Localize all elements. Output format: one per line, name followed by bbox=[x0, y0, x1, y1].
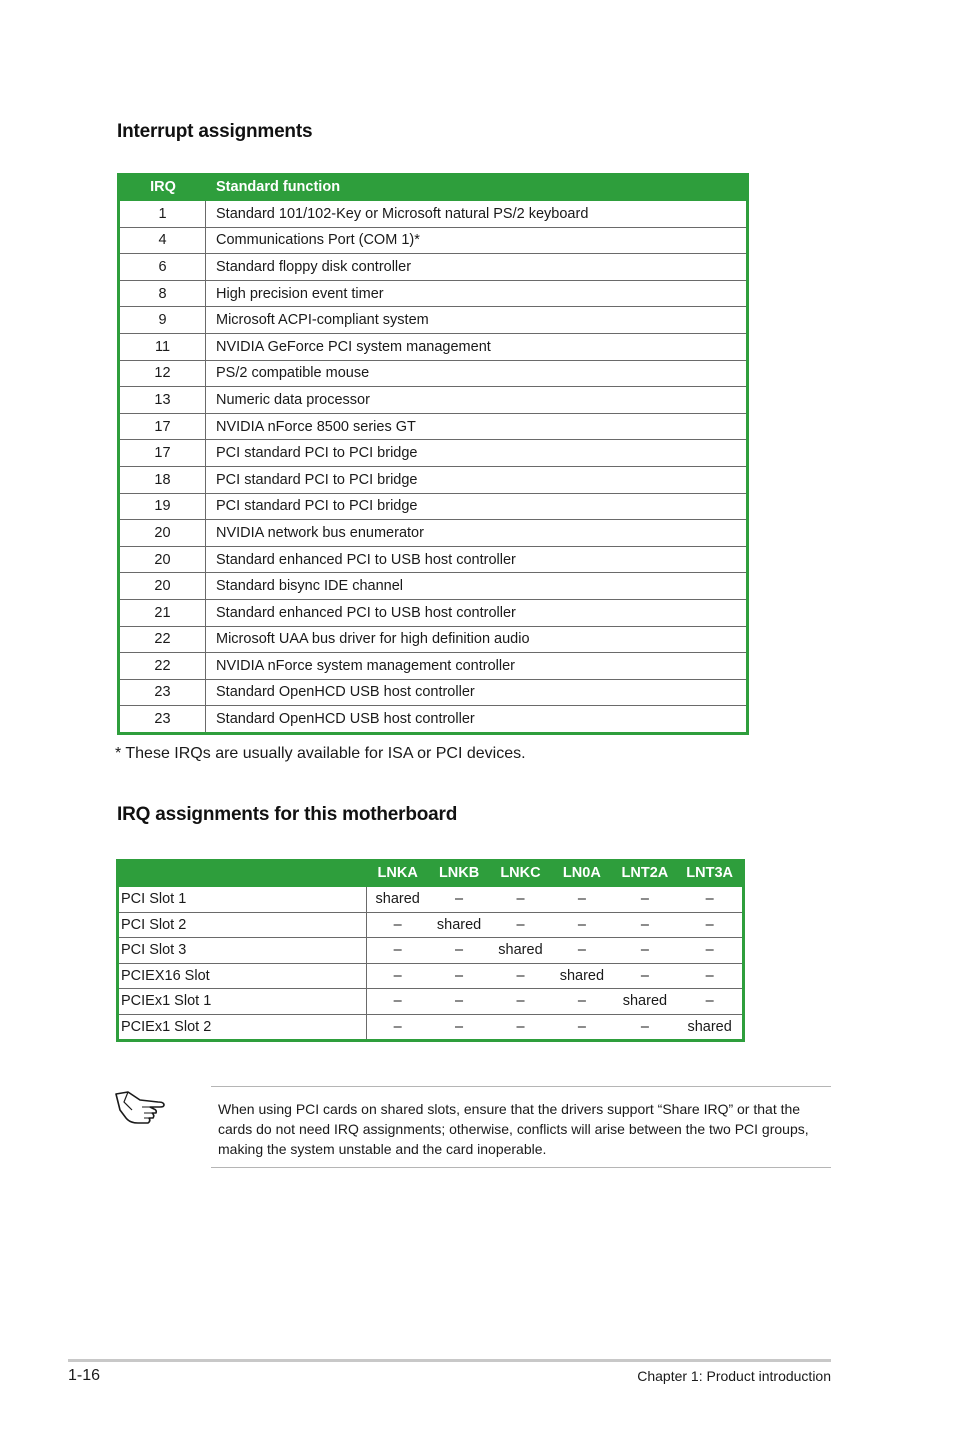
irq-number-cell: 20 bbox=[120, 547, 206, 574]
column-header-lnkb: LNKB bbox=[428, 859, 489, 887]
section-title-irq-motherboard: IRQ assignments for this motherboard bbox=[117, 804, 458, 825]
slot-name-cell: PCIEx1 Slot 1 bbox=[119, 989, 367, 1015]
column-header-lnkc: LNKC bbox=[490, 859, 551, 887]
assignment-cell: – bbox=[613, 913, 678, 939]
assignment-cell: – bbox=[613, 938, 678, 964]
assignment-cell: – bbox=[677, 938, 742, 964]
assignment-cell: – bbox=[613, 887, 678, 913]
table-row bbox=[120, 387, 746, 414]
table-row bbox=[120, 467, 746, 494]
table-row bbox=[119, 887, 742, 913]
standard-function-cell: Standard enhanced PCI to USB host controller bbox=[206, 600, 746, 627]
irq-number-cell: 23 bbox=[120, 680, 206, 707]
irq-number-cell: 23 bbox=[120, 706, 206, 732]
irq-motherboard-table bbox=[116, 859, 745, 1042]
assignment-cell: – bbox=[490, 913, 551, 939]
footer-divider bbox=[68, 1359, 831, 1362]
table-row bbox=[120, 307, 746, 334]
table-row bbox=[119, 964, 742, 990]
table-row bbox=[120, 573, 746, 600]
irq-number-cell: 11 bbox=[120, 334, 206, 361]
slot-name-cell: PCIEx1 Slot 2 bbox=[119, 1015, 367, 1040]
standard-function-cell: Standard bisync IDE channel bbox=[206, 573, 746, 600]
assignment-cell: – bbox=[677, 964, 742, 990]
irq-number-cell: 4 bbox=[120, 228, 206, 255]
assignment-cell: – bbox=[367, 913, 428, 939]
table-row bbox=[120, 201, 746, 228]
irq-number-cell: 22 bbox=[120, 627, 206, 654]
table-row bbox=[119, 913, 742, 939]
column-header-standard-function: Standard function bbox=[206, 173, 746, 201]
table-row bbox=[119, 1015, 742, 1040]
assignment-cell: – bbox=[551, 887, 612, 913]
standard-function-cell: Standard 101/102-Key or Microsoft natural PS/2 keyboard bbox=[206, 201, 746, 228]
irq-number-cell: 21 bbox=[120, 600, 206, 627]
standard-function-cell: PCI standard PCI to PCI bridge bbox=[206, 494, 746, 521]
table-row bbox=[120, 627, 746, 654]
table-row bbox=[120, 334, 746, 361]
column-header-lnt2a: LNT2A bbox=[613, 859, 678, 887]
table-row bbox=[119, 989, 742, 1015]
standard-function-cell: NVIDIA nForce system management controller bbox=[206, 653, 746, 680]
column-header-slot bbox=[119, 859, 367, 887]
assignment-cell: – bbox=[551, 913, 612, 939]
assignment-cell: – bbox=[516, 1018, 525, 1035]
irq-number-cell: 9 bbox=[120, 307, 206, 334]
assignment-cell: – bbox=[640, 1018, 649, 1035]
table-row bbox=[120, 414, 746, 441]
slot-name-cell: PCIEX16 Slot bbox=[119, 964, 367, 990]
assignment-cell: – bbox=[428, 989, 489, 1015]
assignment-cell: – bbox=[551, 938, 612, 964]
table-row bbox=[120, 494, 746, 521]
table-row bbox=[120, 600, 746, 627]
assignment-cell: – bbox=[367, 989, 428, 1015]
slot-name-cell: PCI Slot 2 bbox=[119, 913, 367, 939]
assignment-cell: – bbox=[613, 964, 678, 990]
column-header-lnka: LNKA bbox=[367, 859, 428, 887]
irq-number-cell: 20 bbox=[120, 573, 206, 600]
irq-footnote: * These IRQs are usually available for ISA or PCI devices. bbox=[115, 745, 526, 762]
table-row bbox=[119, 938, 742, 964]
section-title-interrupt-assignments: Interrupt assignments bbox=[117, 121, 313, 142]
standard-function-cell: NVIDIA nForce 8500 series GT bbox=[206, 414, 746, 441]
assignment-cell: shared bbox=[428, 913, 489, 939]
slot-name-cell: PCI Slot 1 bbox=[119, 887, 367, 913]
assignment-cell: shared bbox=[687, 1018, 732, 1035]
standard-function-cell: Standard OpenHCD USB host controller bbox=[216, 711, 475, 728]
table-row bbox=[120, 520, 746, 547]
assignment-cell: – bbox=[577, 1018, 586, 1035]
assignment-cell: shared bbox=[490, 938, 551, 964]
irq-number-cell: 12 bbox=[120, 361, 206, 388]
table-row bbox=[120, 440, 746, 467]
table-row bbox=[120, 706, 746, 732]
assignment-cell: – bbox=[677, 887, 742, 913]
assignment-cell: – bbox=[428, 938, 489, 964]
column-header-ln0a: LN0A bbox=[551, 859, 612, 887]
standard-function-cell: High precision event timer bbox=[206, 281, 746, 308]
standard-function-cell: Standard enhanced PCI to USB host controller bbox=[206, 547, 746, 574]
assignment-cell: – bbox=[551, 989, 612, 1015]
irq-number-cell: 17 bbox=[120, 440, 206, 467]
column-header-lnt3a: LNT3A bbox=[677, 859, 742, 887]
irq-number-cell: 17 bbox=[120, 414, 206, 441]
table-row bbox=[120, 281, 746, 308]
standard-function-cell: Microsoft UAA bus driver for high definition audio bbox=[206, 627, 746, 654]
standard-function-cell: NVIDIA GeForce PCI system management bbox=[206, 334, 746, 361]
standard-function-cell: NVIDIA network bus enumerator bbox=[206, 520, 746, 547]
assignment-cell: – bbox=[677, 913, 742, 939]
table-header-row bbox=[119, 859, 742, 887]
irq-number-cell: 8 bbox=[120, 281, 206, 308]
assignment-cell: – bbox=[490, 964, 551, 990]
table-row bbox=[120, 254, 746, 281]
standard-function-cell: PCI standard PCI to PCI bridge bbox=[206, 467, 746, 494]
standard-function-cell: Standard floppy disk controller bbox=[206, 254, 746, 281]
interrupt-assignments-table bbox=[117, 173, 749, 735]
irq-number-cell: 20 bbox=[120, 520, 206, 547]
column-header-irq: IRQ bbox=[120, 173, 206, 201]
irq-number-cell: 1 bbox=[120, 201, 206, 228]
table-row bbox=[120, 547, 746, 574]
assignment-cell: – bbox=[677, 989, 742, 1015]
assignment-cell: – bbox=[367, 964, 428, 990]
table-header-row bbox=[120, 173, 746, 201]
note-box bbox=[211, 1086, 831, 1168]
standard-function-cell: Numeric data processor bbox=[206, 387, 746, 414]
standard-function-cell: Communications Port (COM 1)* bbox=[206, 228, 746, 255]
assignment-cell: shared bbox=[613, 989, 678, 1015]
assignment-cell: shared bbox=[367, 887, 428, 913]
table-row bbox=[120, 361, 746, 388]
standard-function-cell: Standard OpenHCD USB host controller bbox=[206, 680, 746, 707]
irq-number-cell: 6 bbox=[120, 254, 206, 281]
irq-number-cell: 18 bbox=[120, 467, 206, 494]
assignment-cell: – bbox=[428, 887, 489, 913]
standard-function-cell: PS/2 compatible mouse bbox=[206, 361, 746, 388]
table-row bbox=[120, 680, 746, 707]
slot-name-cell: PCI Slot 3 bbox=[119, 938, 367, 964]
page-number: 1-16 bbox=[68, 1367, 101, 1384]
assignment-cell: – bbox=[490, 989, 551, 1015]
assignment-cell: shared bbox=[551, 964, 612, 990]
assignment-cell: – bbox=[393, 1018, 402, 1035]
pointing-hand-icon bbox=[114, 1088, 174, 1128]
irq-number-cell: 22 bbox=[120, 653, 206, 680]
standard-function-cell: Microsoft ACPI-compliant system bbox=[206, 307, 746, 334]
assignment-cell: – bbox=[490, 887, 551, 913]
irq-number-cell: 13 bbox=[120, 387, 206, 414]
irq-number-cell: 19 bbox=[120, 494, 206, 521]
assignment-cell: – bbox=[367, 938, 428, 964]
table-row bbox=[120, 653, 746, 680]
note-text: When using PCI cards on shared slots, ensure that the drivers support “Share IRQ” or that the cards do not need IRQ assignments; otherwise, conflicts will arise between the two PCI groups, making the system unstable and the card inoperable. bbox=[218, 1101, 809, 1157]
table-row bbox=[120, 228, 746, 255]
standard-function-cell: PCI standard PCI to PCI bridge bbox=[206, 440, 746, 467]
assignment-cell: – bbox=[455, 1018, 464, 1035]
chapter-label: Chapter 1: Product introduction bbox=[637, 1368, 831, 1384]
assignment-cell: – bbox=[428, 964, 489, 990]
